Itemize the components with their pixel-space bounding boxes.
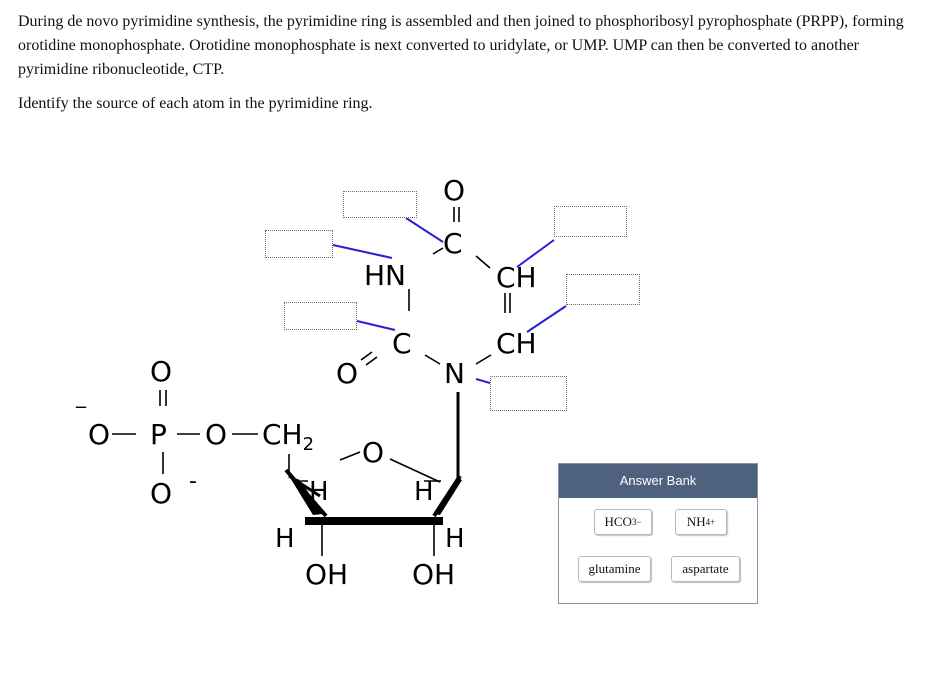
phosphorus: P: [150, 418, 167, 451]
answer-glutamine[interactable]: glutamine: [578, 556, 651, 582]
question-paragraph: During de novo pyrimidine synthesis, the pyrimidine ring is assembled and then joined to phosphoribosyl pyrophosphate (PRPP), forming orotidine monophosphate. Orotidine monophosphate is next converted to uridylate, or UMP. UMP can then be converted to another pyrimidine ribonucleotide, CTP.: [18, 13, 904, 78]
ring-carbon-c2: C: [443, 227, 463, 260]
dropzone-c5[interactable]: [566, 274, 640, 305]
phosphate-oxygen-bottom: O: [150, 477, 173, 510]
dropzone-n3[interactable]: [265, 230, 333, 258]
ribose-h-c4: H: [309, 477, 329, 507]
ch2-group: $CH_2$: [262, 418, 315, 455]
ring-carbon-c6: CH: [496, 261, 537, 294]
phosphate-minus-bottom: -: [189, 469, 197, 494]
question-prompt: Identify the source of each atom in the pyrimidine ring.: [18, 95, 373, 112]
ribose-hydroxyl-left: OH: [305, 558, 349, 591]
phosphate-group: [75, 355, 258, 510]
ribose-ring: [262, 418, 465, 591]
ring-nitrogen-n1: N: [444, 357, 465, 390]
answer-bank: [558, 463, 758, 604]
answer-bank-title: Answer Bank: [559, 464, 757, 498]
ring-nitrogen-n3: HN: [364, 259, 406, 292]
phosphate-oxygen-left: O: [88, 418, 111, 451]
answer-ammonium[interactable]: NH 4 +: [675, 509, 727, 535]
ribose-ring-oxygen: O: [362, 436, 385, 469]
ribose-hydroxyl-right: OH: [412, 558, 456, 591]
dropzone-n1[interactable]: [490, 376, 567, 411]
answer-bicarbonate[interactable]: HCO 3 −: [594, 509, 652, 535]
answer-aspartate[interactable]: aspartate: [671, 556, 740, 582]
dropzone-c4[interactable]: [284, 302, 357, 330]
carbonyl-oxygen-left: O: [336, 357, 359, 390]
dropzone-c6[interactable]: [554, 206, 627, 237]
phosphate-bridge-oxygen: O: [205, 418, 228, 451]
ribose-h-c2: H: [445, 524, 465, 554]
ribose-h-c3: H: [275, 524, 295, 554]
ring-carbon-c4: C: [392, 327, 412, 360]
ring-carbon-c5: CH: [496, 327, 537, 360]
phosphate-minus-left: ‾: [76, 403, 86, 427]
carbonyl-oxygen-top: O: [443, 174, 466, 207]
phosphate-oxygen-top: O: [150, 355, 173, 388]
dropzone-c2-carbonyl[interactable]: [343, 191, 417, 218]
ribose-h-c1: H: [414, 477, 434, 507]
